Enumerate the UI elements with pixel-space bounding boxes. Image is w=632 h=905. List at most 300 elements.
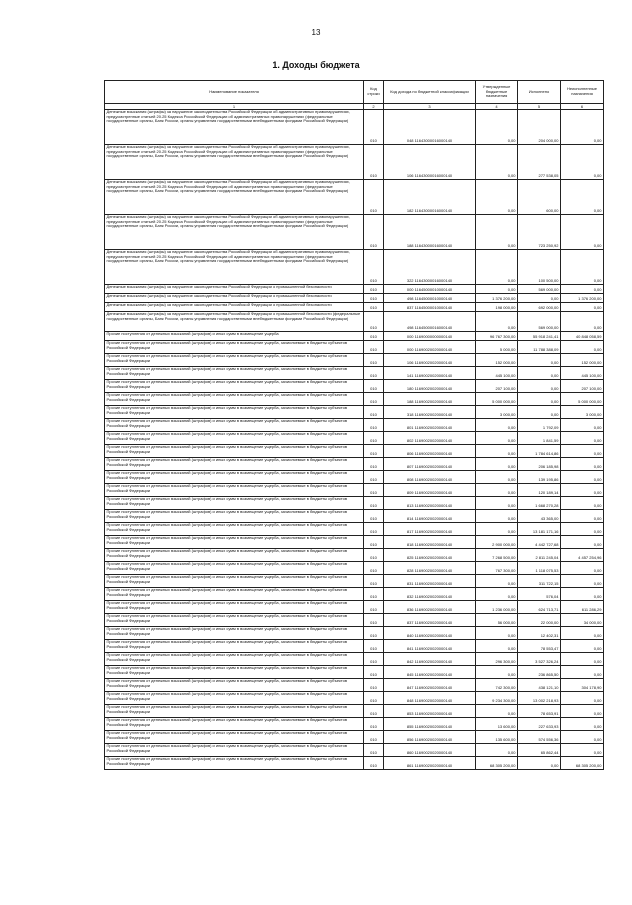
row-unexecuted: 0,00 bbox=[561, 471, 604, 484]
row-approved: 0,00 bbox=[476, 180, 518, 215]
table-row bbox=[105, 312, 604, 332]
row-code: 010 bbox=[364, 285, 384, 294]
row-code: 010 bbox=[364, 367, 384, 380]
row-classification: 837 11690020020000140 bbox=[384, 614, 476, 627]
table-row bbox=[105, 705, 604, 718]
table-row bbox=[105, 285, 604, 294]
row-unexecuted: 68 305 200,00 bbox=[561, 757, 604, 770]
row-name: Прочие поступления от денежных взысканий (штрафов) и иных сумм в возмещение ущерба, зачисляемые в бюджеты субъектов Российской Федерации bbox=[105, 679, 364, 692]
table-row bbox=[105, 419, 604, 432]
row-code: 010 bbox=[364, 484, 384, 497]
row-code: 010 bbox=[364, 354, 384, 367]
row-approved: 5 000 000,00 bbox=[476, 393, 518, 406]
row-approved: 0,00 bbox=[476, 484, 518, 497]
row-name: Прочие поступления от денежных взысканий (штрафов) и иных сумм в возмещение ущерба, зачисляемые в бюджеты субъектов Российской Федерации bbox=[105, 484, 364, 497]
row-classification: 188 11690020020000140 bbox=[384, 393, 476, 406]
row-executed: 277 538,05 bbox=[518, 145, 561, 180]
row-classification: 000 11645000010000140 bbox=[384, 285, 476, 294]
row-code: 010 bbox=[364, 705, 384, 718]
row-classification: 801 11690020020000140 bbox=[384, 419, 476, 432]
row-executed: 311 722,15 bbox=[518, 575, 561, 588]
row-executed: 624 713,71 bbox=[518, 601, 561, 614]
row-name: Прочие поступления от денежных взысканий (штрафов) и иных сумм в возмещение ущерба, зачисляемые в бюджеты субъектов Российской Федерации bbox=[105, 588, 364, 601]
row-name: Денежные взыскания (штрафы) за нарушение законодательства Российской Федерации о промышленной безопасности bbox=[105, 294, 364, 303]
row-executed: 65 862,44 bbox=[518, 744, 561, 757]
row-unexecuted: 3 000,00 bbox=[561, 406, 604, 419]
table-row bbox=[105, 653, 604, 666]
row-name: Прочие поступления от денежных взысканий (штрафов) и иных сумм в возмещение ущерба, зачисляемые в бюджеты субъектов Российской Федерации bbox=[105, 731, 364, 744]
table-row bbox=[105, 471, 604, 484]
row-code: 010 bbox=[364, 679, 384, 692]
table-row bbox=[105, 614, 604, 627]
row-classification: 840 11690020020000140 bbox=[384, 627, 476, 640]
row-executed: 4 442 727,68 bbox=[518, 536, 561, 549]
row-code: 010 bbox=[364, 294, 384, 303]
row-classification: 498 11645000016000140 bbox=[384, 312, 476, 332]
row-code: 010 bbox=[364, 588, 384, 601]
row-unexecuted: 0,00 bbox=[561, 432, 604, 445]
row-executed: 600,00 bbox=[518, 180, 561, 215]
row-approved: 0,00 bbox=[476, 744, 518, 757]
row-approved: 0,00 bbox=[476, 666, 518, 679]
row-classification: 808 11690020020000140 bbox=[384, 471, 476, 484]
row-unexecuted: 0,00 bbox=[561, 718, 604, 731]
row-code: 010 bbox=[364, 341, 384, 354]
row-unexecuted: 0,00 bbox=[561, 110, 604, 145]
column-number: 5 bbox=[518, 104, 561, 110]
row-executed: 100 500,00 bbox=[518, 250, 561, 285]
row-approved: 96 767 300,00 bbox=[476, 332, 518, 341]
row-name: Прочие поступления от денежных взысканий (штрафов) и иных сумм в возмещение ущерба, зачисляемые в бюджеты субъектов Российской Федерации bbox=[105, 536, 364, 549]
row-approved: 0,00 bbox=[476, 445, 518, 458]
row-approved: 0,00 bbox=[476, 627, 518, 640]
row-code: 010 bbox=[364, 666, 384, 679]
row-name: Прочие поступления от денежных взысканий (штрафов) и иных сумм в возмещение ущерба, зачисляемые в бюджеты субъектов Российской Федерации bbox=[105, 367, 364, 380]
row-approved: 0,00 bbox=[476, 250, 518, 285]
row-name: Прочие поступления от денежных взысканий (штрафов) и иных сумм в возмещение ущерба, зачисляемые в бюджеты субъектов Российской Федерации bbox=[105, 354, 364, 367]
row-name: Прочие поступления от денежных взысканий (штрафов) и иных сумм в возмещение ущерба, зачисляемые в бюджеты субъектов Российской Федерации bbox=[105, 341, 364, 354]
table-row bbox=[105, 757, 604, 770]
row-classification: 813 11690020020000140 bbox=[384, 497, 476, 510]
row-unexecuted: 0,00 bbox=[561, 744, 604, 757]
row-code: 010 bbox=[364, 332, 384, 341]
row-classification: 853 11690020020000140 bbox=[384, 705, 476, 718]
row-unexecuted: 0,00 bbox=[561, 692, 604, 705]
row-name: Прочие поступления от денежных взысканий (штрафов) и иных сумм в возмещение ущерба, зачисляемые в бюджеты субъектов Российской Федерации bbox=[105, 471, 364, 484]
column-number: 1 bbox=[105, 104, 364, 110]
row-code: 010 bbox=[364, 731, 384, 744]
row-unexecuted: 0,00 bbox=[561, 627, 604, 640]
header-name: Наименование показателя bbox=[105, 81, 364, 104]
row-code: 010 bbox=[364, 432, 384, 445]
row-approved: 1 236 000,00 bbox=[476, 601, 518, 614]
row-code: 010 bbox=[364, 653, 384, 666]
header-approved: Утвержденные бюджетные назначения bbox=[476, 81, 518, 104]
row-approved: 0,00 bbox=[476, 497, 518, 510]
row-name: Прочие поступления от денежных взысканий (штрафов) и иных сумм в возмещение ущерба bbox=[105, 332, 364, 341]
row-code: 010 bbox=[364, 145, 384, 180]
table-row bbox=[105, 250, 604, 285]
row-executed: 0,00 bbox=[518, 393, 561, 406]
row-name: Прочие поступления от денежных взысканий (штрафов) и иных сумм в возмещение ущерба, зачисляемые в бюджеты субъектов Российской Федерации bbox=[105, 419, 364, 432]
row-executed: 1 668 270,28 bbox=[518, 497, 561, 510]
row-name: Прочие поступления от денежных взысканий (штрафов) и иных сумм в возмещение ущерба, зачисляемые в бюджеты субъектов Российской Федерации bbox=[105, 445, 364, 458]
row-executed: 139 195,86 bbox=[518, 471, 561, 484]
row-code: 010 bbox=[364, 445, 384, 458]
row-executed: 13 002 218,93 bbox=[518, 692, 561, 705]
row-code: 010 bbox=[364, 757, 384, 770]
row-classification: 841 11690020020000140 bbox=[384, 640, 476, 653]
row-executed: 0,00 bbox=[518, 380, 561, 393]
row-code: 010 bbox=[364, 536, 384, 549]
row-executed: 438 121,10 bbox=[518, 679, 561, 692]
row-executed: 1 841,59 bbox=[518, 432, 561, 445]
row-approved: 0,00 bbox=[476, 705, 518, 718]
row-approved: 0,00 bbox=[476, 510, 518, 523]
table-row bbox=[105, 588, 604, 601]
row-code: 010 bbox=[364, 458, 384, 471]
row-classification: 807 11690020020000140 bbox=[384, 458, 476, 471]
row-unexecuted: 0,00 bbox=[561, 562, 604, 575]
row-executed: 204 000,00 bbox=[518, 110, 561, 145]
table-row bbox=[105, 367, 604, 380]
row-executed: 1 118 075,53 bbox=[518, 562, 561, 575]
table-row bbox=[105, 393, 604, 406]
row-name: Денежные взыскания (штрафы) за нарушение законодательства Российской Федерации о промышленной безопасности bbox=[105, 285, 364, 294]
row-unexecuted: 0,00 bbox=[561, 575, 604, 588]
row-unexecuted: 0,00 bbox=[561, 445, 604, 458]
row-code: 010 bbox=[364, 215, 384, 250]
row-name: Прочие поступления от денежных взысканий (штрафов) и иных сумм в возмещение ущерба, зачисляемые в бюджеты субъектов Российской Федерации bbox=[105, 497, 364, 510]
row-unexecuted: 152 000,00 bbox=[561, 354, 604, 367]
row-name: Денежные взыскания (штрафы) за нарушение законодательства Российской Федерации об административных правонарушениях, предусмотренные статьей 20.25 Кодекса Российской Федерации об административных правонарушениях (федеральные государственные органы, Банк России, органы управления государственными внебюджетными фондами Российской Федерации) bbox=[105, 180, 364, 215]
header-code: Код строки bbox=[364, 81, 384, 104]
row-classification: 000 11690020020000140 bbox=[384, 341, 476, 354]
row-code: 010 bbox=[364, 180, 384, 215]
row-executed: 0,00 bbox=[518, 367, 561, 380]
row-name: Прочие поступления от денежных взысканий (штрафов) и иных сумм в возмещение ущерба, зачисляемые в бюджеты субъектов Российской Федерации bbox=[105, 510, 364, 523]
row-approved: 9 234 300,00 bbox=[476, 692, 518, 705]
table-row bbox=[105, 562, 604, 575]
row-classification: 842 11690020020000140 bbox=[384, 653, 476, 666]
row-classification: 847 11690020020000140 bbox=[384, 679, 476, 692]
section-title: 1. Доходы бюджета bbox=[272, 60, 360, 70]
table-row bbox=[105, 575, 604, 588]
row-classification: 802 11690020020000140 bbox=[384, 432, 476, 445]
row-approved: 5 000,00 bbox=[476, 341, 518, 354]
row-code: 010 bbox=[364, 312, 384, 332]
row-approved: 1 376 200,00 bbox=[476, 294, 518, 303]
page-number: 13 bbox=[311, 28, 321, 37]
row-code: 010 bbox=[364, 627, 384, 640]
row-unexecuted: 611 286,29 bbox=[561, 601, 604, 614]
row-unexecuted: 445 100,00 bbox=[561, 367, 604, 380]
row-code: 010 bbox=[364, 110, 384, 145]
table-row bbox=[105, 549, 604, 562]
column-number: 6 bbox=[561, 104, 604, 110]
row-executed: 0,00 bbox=[518, 354, 561, 367]
row-executed: 0,00 bbox=[518, 294, 561, 303]
column-number: 3 bbox=[384, 104, 476, 110]
table-row bbox=[105, 523, 604, 536]
row-unexecuted: 0,00 bbox=[561, 705, 604, 718]
table-row bbox=[105, 679, 604, 692]
row-unexecuted: 0,00 bbox=[561, 523, 604, 536]
row-unexecuted: 34 000,00 bbox=[561, 614, 604, 627]
row-executed: 11 788 388,09 bbox=[518, 341, 561, 354]
row-name: Прочие поступления от денежных взысканий (штрафов) и иных сумм в возмещение ущерба, зачисляемые в бюджеты субъектов Российской Федерации bbox=[105, 601, 364, 614]
table-row bbox=[105, 294, 604, 303]
row-code: 010 bbox=[364, 510, 384, 523]
table-row bbox=[105, 744, 604, 757]
row-executed: 236 865,50 bbox=[518, 666, 561, 679]
row-name: Прочие поступления от денежных взысканий (штрафов) и иных сумм в возмещение ущерба, зачисляемые в бюджеты субъектов Российской Федерации bbox=[105, 380, 364, 393]
row-classification: 845 11690020020000140 bbox=[384, 666, 476, 679]
row-approved: 0,00 bbox=[476, 419, 518, 432]
row-unexecuted: 5 000 000,00 bbox=[561, 393, 604, 406]
row-approved: 13 600,00 bbox=[476, 718, 518, 731]
table-row bbox=[105, 627, 604, 640]
row-classification: 188 11643000016000140 bbox=[384, 215, 476, 250]
row-code: 010 bbox=[364, 718, 384, 731]
row-executed: 3 527 326,24 bbox=[518, 653, 561, 666]
table-row bbox=[105, 354, 604, 367]
row-unexecuted: 1 376 200,00 bbox=[561, 294, 604, 303]
row-approved: 0,00 bbox=[476, 640, 518, 653]
row-approved: 3 000,00 bbox=[476, 406, 518, 419]
row-unexecuted: 0,00 bbox=[561, 640, 604, 653]
row-name: Денежные взыскания (штрафы) за нарушение законодательства Российской Федерации об административных правонарушениях, предусмотренные статьей 20.25 Кодекса Российской Федерации об административных правонарушениях (федеральные государственные органы, Банк России, органы управления государственными внебюджетными фондами Российской Федерации) bbox=[105, 110, 364, 145]
row-unexecuted: 207 100,00 bbox=[561, 380, 604, 393]
row-executed: 0,00 bbox=[518, 757, 561, 770]
row-approved: 207 100,00 bbox=[476, 380, 518, 393]
table-row bbox=[105, 110, 604, 145]
row-unexecuted: 0,00 bbox=[561, 341, 604, 354]
row-name: Прочие поступления от денежных взысканий (штрафов) и иных сумм в возмещение ущерба, зачисляемые в бюджеты субъектов Российской Федерации bbox=[105, 575, 364, 588]
row-approved: 0,00 bbox=[476, 432, 518, 445]
table-row bbox=[105, 640, 604, 653]
row-name: Прочие поступления от денежных взысканий (штрафов) и иных сумм в возмещение ущерба, зачисляемые в бюджеты субъектов Российской Федерации bbox=[105, 562, 364, 575]
table-row bbox=[105, 484, 604, 497]
row-code: 010 bbox=[364, 562, 384, 575]
row-executed: 227 633,93 bbox=[518, 718, 561, 731]
row-unexecuted: 0,00 bbox=[561, 250, 604, 285]
table-row bbox=[105, 432, 604, 445]
row-executed: 569 000,00 bbox=[518, 285, 561, 294]
row-executed: 576,04 bbox=[518, 588, 561, 601]
row-name: Прочие поступления от денежных взысканий (штрафов) и иных сумм в возмещение ущерба, зачисляемые в бюджеты субъектов Российской Федерации bbox=[105, 653, 364, 666]
row-executed: 1 792,09 bbox=[518, 419, 561, 432]
row-code: 010 bbox=[364, 601, 384, 614]
header-unexecuted: Неисполненные назначения bbox=[561, 81, 604, 104]
revenue-table bbox=[104, 80, 604, 770]
row-name: Прочие поступления от денежных взысканий (штрафов) и иных сумм в возмещение ущерба, зачисляемые в бюджеты субъектов Российской Федерации bbox=[105, 458, 364, 471]
row-unexecuted: 0,00 bbox=[561, 731, 604, 744]
table-row bbox=[105, 332, 604, 341]
row-unexecuted: 304 178,90 bbox=[561, 679, 604, 692]
row-classification: 318 11690020020000140 bbox=[384, 406, 476, 419]
row-classification: 825 11690020020000140 bbox=[384, 549, 476, 562]
row-classification: 106 11690020020000140 bbox=[384, 354, 476, 367]
row-unexecuted: 0,00 bbox=[561, 536, 604, 549]
row-executed: 0,00 bbox=[518, 406, 561, 419]
row-name: Прочие поступления от денежных взысканий (штрафов) и иных сумм в возмещение ущерба, зачисляемые в бюджеты субъектов Российской Федерации bbox=[105, 705, 364, 718]
table-row bbox=[105, 510, 604, 523]
row-approved: 0,00 bbox=[476, 575, 518, 588]
table-row bbox=[105, 536, 604, 549]
row-code: 010 bbox=[364, 523, 384, 536]
row-approved: 0,00 bbox=[476, 215, 518, 250]
row-name: Прочие поступления от денежных взысканий (штрафов) и иных сумм в возмещение ущерба, зачисляемые в бюджеты субъектов Российской Федерации bbox=[105, 640, 364, 653]
row-unexecuted: 0,00 bbox=[561, 653, 604, 666]
table-row bbox=[105, 731, 604, 744]
row-name: Прочие поступления от денежных взысканий (штрафов) и иных сумм в возмещение ущерба, зачисляемые в бюджеты субъектов Российской Федерации bbox=[105, 406, 364, 419]
row-code: 010 bbox=[364, 419, 384, 432]
row-unexecuted: 0,00 bbox=[561, 303, 604, 312]
row-approved: 742 300,00 bbox=[476, 679, 518, 692]
row-name: Денежные взыскания (штрафы) за нарушение законодательства Российской Федерации об административных правонарушениях, предусмотренные статьей 20.25 Кодекса Российской Федерации об административных правонарушениях (федеральные государственные органы, Банк России, органы управления государственными внебюджетными фондами Российской Федерации) bbox=[105, 215, 364, 250]
row-approved: 135 600,00 bbox=[476, 731, 518, 744]
row-classification: 832 11690020020000140 bbox=[384, 588, 476, 601]
row-name: Денежные взыскания (штрафы) за нарушение законодательства Российской Федерации об административных правонарушениях, предусмотренные статьей 20.25 Кодекса Российской Федерации об административных правонарушениях (федеральные государственные органы, Банк России, органы управления государственными внебюджетными фондами Российской Федерации) bbox=[105, 145, 364, 180]
row-executed: 206 185,98 bbox=[518, 458, 561, 471]
row-classification: 180 11690020020000140 bbox=[384, 380, 476, 393]
row-classification: 498 11645000010000140 bbox=[384, 294, 476, 303]
row-executed: 78 553,47 bbox=[518, 640, 561, 653]
row-approved: 0,00 bbox=[476, 458, 518, 471]
table-row bbox=[105, 692, 604, 705]
row-approved: 0,00 bbox=[476, 110, 518, 145]
row-classification: 855 11690020020000140 bbox=[384, 718, 476, 731]
table-row bbox=[105, 303, 604, 312]
row-name: Прочие поступления от денежных взысканий (штрафов) и иных сумм в возмещение ущерба, зачисляемые в бюджеты субъектов Российской Федерации bbox=[105, 718, 364, 731]
row-executed: 569 000,00 bbox=[518, 312, 561, 332]
table-row bbox=[105, 445, 604, 458]
row-classification: 860 11690020020000140 bbox=[384, 744, 476, 757]
header-executed: Исполнено bbox=[518, 81, 561, 104]
table-row bbox=[105, 497, 604, 510]
row-approved: 0,00 bbox=[476, 471, 518, 484]
row-approved: 198 000,00 bbox=[476, 303, 518, 312]
row-code: 010 bbox=[364, 640, 384, 653]
row-approved: 767 300,00 bbox=[476, 562, 518, 575]
row-unexecuted: 40 848 058,59 bbox=[561, 332, 604, 341]
row-executed: 22 000,00 bbox=[518, 614, 561, 627]
row-executed: 13 181 171,16 bbox=[518, 523, 561, 536]
row-unexecuted: 0,00 bbox=[561, 497, 604, 510]
row-classification: 322 11643000016000140 bbox=[384, 250, 476, 285]
table-row bbox=[105, 406, 604, 419]
row-approved: 0,00 bbox=[476, 588, 518, 601]
row-classification: 182 11643000016000140 bbox=[384, 180, 476, 215]
row-code: 010 bbox=[364, 549, 384, 562]
table-row bbox=[105, 718, 604, 731]
row-unexecuted: 0,00 bbox=[561, 458, 604, 471]
table-row bbox=[105, 666, 604, 679]
row-approved: 0,00 bbox=[476, 145, 518, 180]
row-unexecuted: 0,00 bbox=[561, 484, 604, 497]
row-unexecuted: 0,00 bbox=[561, 588, 604, 601]
table-row bbox=[105, 341, 604, 354]
row-code: 010 bbox=[364, 303, 384, 312]
row-unexecuted: 0,00 bbox=[561, 312, 604, 332]
row-classification: 000 11690000000000140 bbox=[384, 332, 476, 341]
row-classification: 856 11690020020000140 bbox=[384, 731, 476, 744]
row-classification: 831 11690020020000140 bbox=[384, 575, 476, 588]
row-unexecuted: 0,00 bbox=[561, 145, 604, 180]
row-code: 010 bbox=[364, 406, 384, 419]
row-classification: 836 11690020020000140 bbox=[384, 601, 476, 614]
row-executed: 78 653,91 bbox=[518, 705, 561, 718]
header-row bbox=[105, 81, 604, 104]
row-name: Прочие поступления от денежных взысканий (штрафов) и иных сумм в возмещение ущерба, зачисляемые в бюджеты субъектов Российской Федерации bbox=[105, 523, 364, 536]
row-name: Прочие поступления от денежных взысканий (штрафов) и иных сумм в возмещение ущерба, зачисляемые в бюджеты субъектов Российской Федерации bbox=[105, 692, 364, 705]
row-unexecuted: 0,00 bbox=[561, 180, 604, 215]
row-name: Денежные взыскания (штрафы) за нарушение законодательства Российской Федерации о промышленной безопасности bbox=[105, 303, 364, 312]
row-approved: 68 305 200,00 bbox=[476, 757, 518, 770]
row-executed: 1 784 614,86 bbox=[518, 445, 561, 458]
row-executed: 692 000,00 bbox=[518, 303, 561, 312]
row-classification: 809 11690020020000140 bbox=[384, 484, 476, 497]
row-executed: 12 402,31 bbox=[518, 627, 561, 640]
table-row bbox=[105, 380, 604, 393]
row-classification: 848 11690020020000140 bbox=[384, 692, 476, 705]
row-classification: 806 11690020020000140 bbox=[384, 445, 476, 458]
row-code: 010 bbox=[364, 692, 384, 705]
row-classification: 837 11645000010000140 bbox=[384, 303, 476, 312]
row-name: Прочие поступления от денежных взысканий (штрафов) и иных сумм в возмещение ущерба, зачисляемые в бюджеты субъектов Российской Федерации bbox=[105, 432, 364, 445]
row-name: Прочие поступления от денежных взысканий (штрафов) и иных сумм в возмещение ущерба, зачисляемые в бюджеты субъектов Российской Федерации bbox=[105, 757, 364, 770]
row-name: Прочие поступления от денежных взысканий (штрафов) и иных сумм в возмещение ущерба, зачисляемые в бюджеты субъектов Российской Федерации bbox=[105, 666, 364, 679]
row-approved: 56 000,00 bbox=[476, 614, 518, 627]
row-name: Прочие поступления от денежных взысканий (штрафов) и иных сумм в возмещение ущерба, зачисляемые в бюджеты субъектов Российской Федерации bbox=[105, 549, 364, 562]
header-classification: Код дохода по бюджетной классификации bbox=[384, 81, 476, 104]
row-code: 010 bbox=[364, 380, 384, 393]
row-unexecuted: 0,00 bbox=[561, 215, 604, 250]
table-row bbox=[105, 601, 604, 614]
row-name: Прочие поступления от денежных взысканий (штрафов) и иных сумм в возмещение ущерба, зачисляемые в бюджеты субъектов Российской Федерации bbox=[105, 627, 364, 640]
row-code: 010 bbox=[364, 575, 384, 588]
row-code: 010 bbox=[364, 393, 384, 406]
row-classification: 141 11690020020000140 bbox=[384, 367, 476, 380]
table-row bbox=[105, 215, 604, 250]
row-code: 010 bbox=[364, 250, 384, 285]
row-executed: 43 365,00 bbox=[518, 510, 561, 523]
column-number: 2 bbox=[364, 104, 384, 110]
row-classification: 818 11690020020000140 bbox=[384, 536, 476, 549]
row-name: Прочие поступления от денежных взысканий (штрафов) и иных сумм в возмещение ущерба, зачисляемые в бюджеты субъектов Российской Федерации bbox=[105, 393, 364, 406]
row-executed: 2 811 245,04 bbox=[518, 549, 561, 562]
row-approved: 0,00 bbox=[476, 285, 518, 294]
row-executed: 120 189,14 bbox=[518, 484, 561, 497]
row-executed: 723 250,92 bbox=[518, 215, 561, 250]
row-classification: 814 11690020020000140 bbox=[384, 510, 476, 523]
row-name: Прочие поступления от денежных взысканий (штрафов) и иных сумм в возмещение ущерба, зачисляемые в бюджеты субъектов Российской Федерации bbox=[105, 614, 364, 627]
row-code: 010 bbox=[364, 497, 384, 510]
row-classification: 861 11690020020000140 bbox=[384, 757, 476, 770]
row-approved: 7 268 500,00 bbox=[476, 549, 518, 562]
column-number: 4 bbox=[476, 104, 518, 110]
table-row bbox=[105, 145, 604, 180]
row-classification: 106 11643000016000140 bbox=[384, 145, 476, 180]
table-row bbox=[105, 458, 604, 471]
row-unexecuted: 4 457 254,96 bbox=[561, 549, 604, 562]
row-approved: 0,00 bbox=[476, 523, 518, 536]
row-executed: 55 918 241,41 bbox=[518, 332, 561, 341]
row-approved: 296 300,00 bbox=[476, 653, 518, 666]
row-unexecuted: 0,00 bbox=[561, 510, 604, 523]
row-approved: 0,00 bbox=[476, 312, 518, 332]
